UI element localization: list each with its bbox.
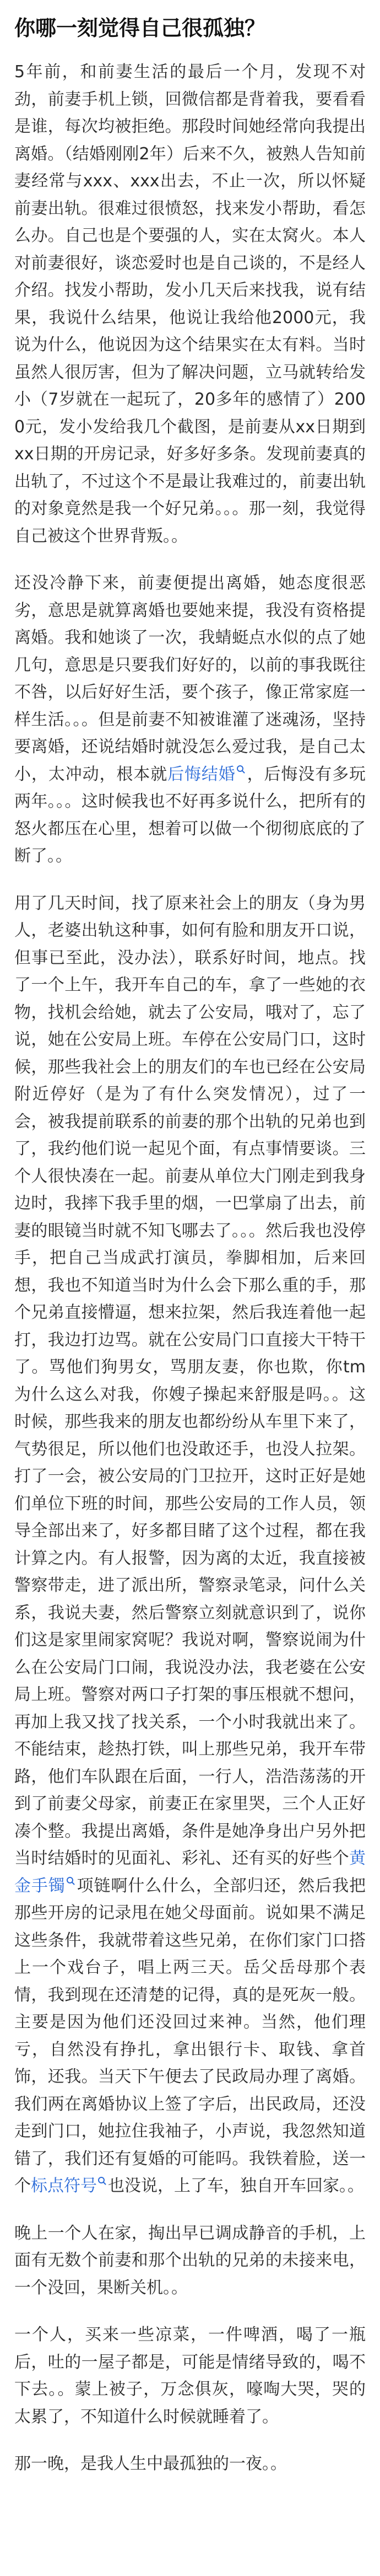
paragraph-text: 晚上一个人在家，掏出早已调成静音的手机，上面有无数个前妻和那个出轨的兄弟的未接来电，一个没回，果断关机。。 — [14, 2223, 366, 2298]
paragraph — [14, 2450, 366, 2478]
article-body — [14, 58, 366, 2478]
paragraph — [14, 58, 366, 550]
paragraph — [14, 890, 366, 2200]
paragraph — [14, 570, 366, 870]
search-keyword-link[interactable]: 标点符号 — [31, 2176, 97, 2196]
paragraph — [14, 2220, 366, 2302]
search-icon — [237, 765, 243, 772]
paragraph-text: 那一晚，是我人生中最孤独的一夜。。 — [14, 2454, 287, 2473]
page-title: 你哪一刻觉得自己很孤独？ — [14, 16, 266, 40]
search-keyword-link[interactable]: 后悔结婚 — [167, 764, 236, 784]
paragraph-text: ，后悔没有多玩两年。。。这时候我也不好再多说什么，把所有的怒火都压在心里，想着可以做一个彻彻底底的了断了。。 — [14, 764, 366, 866]
search-keyword-link[interactable]: 黄金手镯 — [14, 1849, 366, 1896]
search-icon — [98, 2177, 105, 2183]
paragraph-text: 5年前，和前妻生活的最后一个月，发现不对劲，前妻手机上锁，回微信都是背着我，要看看是谁，每次均被拒绝。那段时间她经常向我提出离婚。（结婚刚刚2年）后来不久，被熟人告知前妻经常与xxx、xxx出去，不止一次，所以怀疑前妻出轨。很难过很愤怒，找来发小帮助，看怎么办。自己也是个要强的人，实在太窝火。本人对前妻很好，谈恋爱时也是自己谈的，不是经人介绍。找发小帮助，发小几天后来找我，说有结果，我说什么结果，他说让我给他2000元，我说为什么，他说因为这个结果实在太有料。当时虽然人很厉害，但为了解决问题，立马就转给发小（7岁就在一起玩了，20多年的感情了）2000元，发小发给我几个截图，是前妻从xx日期到xx日期的开房记录，好多好多条。发现前妻真的出轨了，不过这个不是最让我难过的，前妻出轨的对象竟然是我一个好兄弟。。。那一刻，我觉得自己被这个世界背叛。。 — [14, 62, 366, 546]
paragraph-text: 用了几天时间，找了原来社会上的朋友（身为男人，老婆出轨这种事，如何有脸和朋友开口说，但事已至此，没办法），联系好时间，地点。找了一个上午，我开车自己的车，拿了一些她的衣物，找机会给她，就去了公安局，哦对了，忘了说，她在公安局上班。车停在公安局门口，这时候，那些我社会上的朋友们的车也已经在公安局附近停好（是为了有什么突发情况），过了一会，被我提前联系的前妻的那个出轨的兄弟也到了，我约他们说一起见个面，有点事情要谈。三个人很快凑在一起。前妻从单位大门刚走到我身边时，我摔下我手里的烟，一巴掌扇了出去，前妻的眼镜当时就不知飞哪去了。。。然后我也没停手，把自己当成武打演员，拳脚相加，后来回想，我也不知道当时为什么会下那么重的手，那个兄弟直接懵逼，想来拉架，然后我连着他一起打，我边打边骂。就在公安局门口直接大干特干了。骂他们狗男女，骂朋友妻，你也欺，你tm为什么这么对我，你嫂子操起来舒服是吗。。这时候，那些我来的朋友也都纷纷从车里下来了，气势很足，所以他们也没敢还手，也没人拉架。打了一会，被公安局的门卫拉开，这时正好是她们单位下班的时间，那些公安局的工作人员，领导全部出来了，好多都目睹了这个过程，都在我计算之内。有人报警，因为离的太近，我直接被警察带走，进了派出所，警察录笔录，问什么关系，我说夫妻，然后警察立刻就意识到了，说你们这是家里闹家窝呢？我说对啊，警察说闹为什么在公安局门口闹，我说没办法，我老婆在公安局上班。警察对两口子打架的事压根就不想问，再加上我又找了找关系，一个小时我就出来了。不能结束，趁热打铁，叫上那些兄弟，我开车带路，他们车队跟在后面，一行人，浩浩荡荡的开到了前妻父母家，前妻正在家里哭，三个人正好凑个整。我提出离婚，条件是她净身出户另外把当时结婚时的见面礼、彩礼、还有买的好些个 — [14, 893, 366, 1868]
paragraph-text: 也没说，上了车，独自开车回家。。 — [108, 2176, 364, 2196]
paragraph — [14, 2321, 366, 2430]
paragraph-text: 一个人，买来一些凉菜，一件啤酒，喝了一瓶后，吐的一屋子都是，可能是情绪导致的，喝不下去。。蒙上被子，万念俱灰，嚎啕大哭，哭的太累了，不知道什么时候就睡着了。 — [14, 2325, 366, 2427]
paragraph-text: 还没冷静下来，前妻便提出离婚，她态度很恶劣，意思是就算离婚也要她来提，我没有资格提离婚。我和她谈了一次，我蜻蜓点水似的点了她几句，意思是只要我们好好的，以前的事我既往不咎，以后好好生活，要个孩子，像正常家庭一样生活。。。但是前妻不知被谁灌了迷魂汤，坚持要离婚，还说结婚时就没怎么爱过我，是自己太小，太冲动，根本就 — [14, 573, 366, 784]
paragraph-text: 项链啊什么什么，全部归还，然后我把那些开房的记录甩在她父母面前。说如果不满足这些条件，我就带着这些兄弟，在你们家门口搭上一个戏台子，唱上两三天。岳父岳母那个表情，我到现在还清楚的记得，真的是死灰一般。主要是因为他们还没回过来神。当然，他们理亏，自然没有挣扎，拿出银行卡、取钱、拿首饰，还我。当天下午便去了民政局办理了离婚。我们两在离婚协议上签了字后，出民政局，还没走到门口，她拉住我袖子，小声说，我忽然知道错了，我们还有复婚的可能吗。我铁着脸，送一个 — [14, 1876, 366, 2196]
search-icon — [67, 1877, 73, 1883]
